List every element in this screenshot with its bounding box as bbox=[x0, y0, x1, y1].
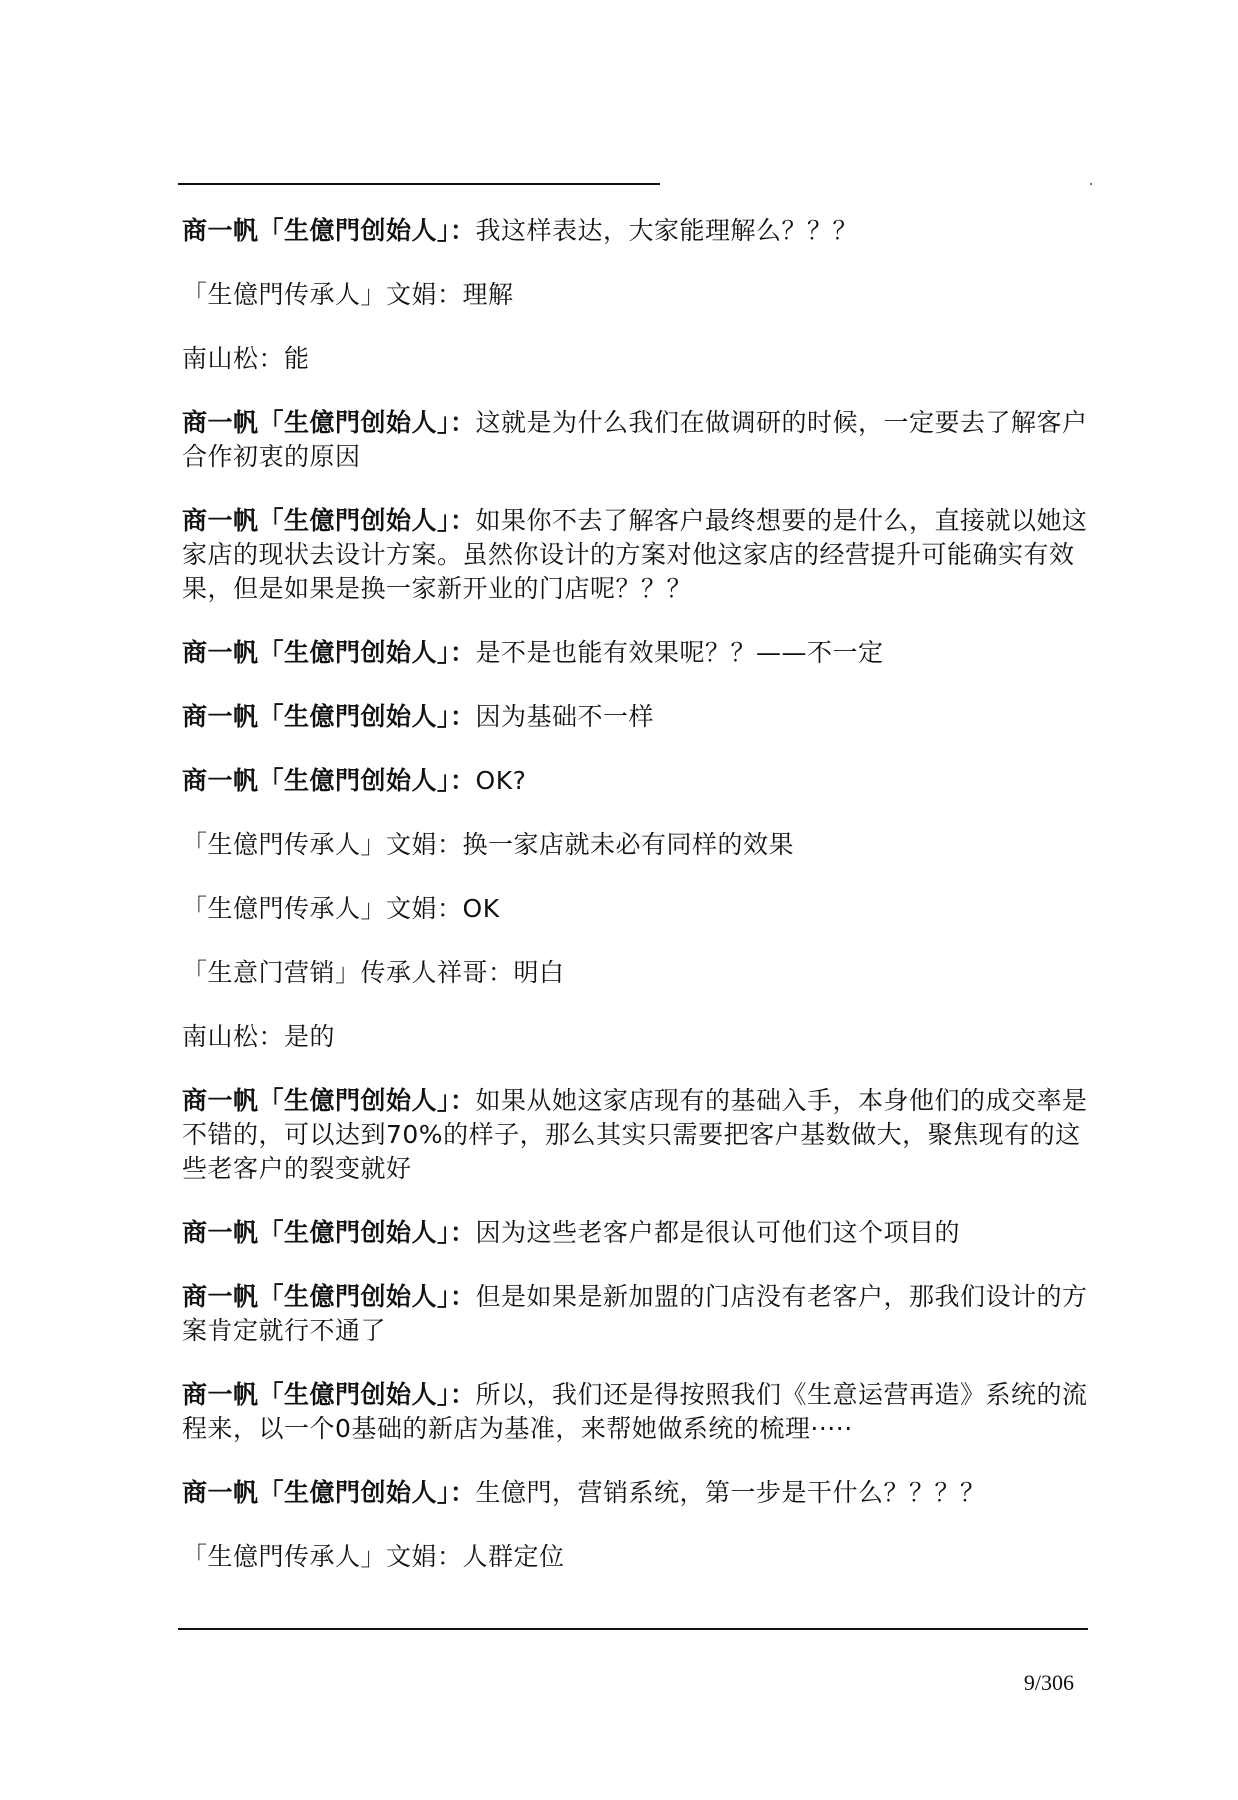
message-text: 是不是也能有效果呢？？——不一定 bbox=[475, 638, 884, 667]
message-text: 人群定位 bbox=[462, 1542, 565, 1571]
speaker-label: 商一帆「生億門创始人」： bbox=[182, 638, 476, 667]
message-text: 是的 bbox=[284, 1022, 336, 1051]
message-text: 能 bbox=[284, 344, 310, 373]
transcript-paragraph bbox=[182, 828, 1088, 862]
message-text: OK bbox=[462, 894, 500, 923]
speaker-label: 「生意门营销」传承人祥哥： bbox=[182, 958, 514, 987]
transcript-paragraph bbox=[182, 764, 1088, 798]
speaker-label: 商一帆「生億門创始人」： bbox=[182, 216, 476, 245]
message-text: 如果你不去了解客户最终想要的是什么，直接就以她这家店的现状去设计方案。虽然你设计的方案对他这家店的经营提升可能确实有效果，但是如果是换一家新开业的门店呢？？？ bbox=[182, 506, 1088, 603]
message-text: 所以，我们还是得按照我们《生意运营再造》系统的流程来，以一个0基础的新店为基准，来帮她做系统的梳理····· bbox=[182, 1380, 1088, 1443]
message-text: OK? bbox=[475, 766, 527, 795]
transcript-paragraph bbox=[182, 504, 1088, 606]
message-text: 如果从她这家店现有的基础入手，本身他们的成交率是不错的，可以达到70%的样子，那么其实只需要把客户基数做大，聚焦现有的这些老客户的裂变就好 bbox=[182, 1086, 1088, 1183]
transcript-paragraph bbox=[182, 1020, 1088, 1054]
speaker-label: 商一帆「生億門创始人」： bbox=[182, 506, 476, 535]
speaker-label: 商一帆「生億門创始人」： bbox=[182, 408, 476, 437]
message-text: 因为基础不一样 bbox=[475, 702, 655, 731]
speaker-label: 商一帆「生億門创始人」： bbox=[182, 702, 476, 731]
message-text: 因为这些老客户都是很认可他们这个项目的 bbox=[475, 1218, 961, 1247]
transcript-paragraph bbox=[182, 214, 1088, 248]
message-text: 这就是为什么我们在做调研的时候，一定要去了解客户合作初衷的原因 bbox=[182, 408, 1088, 471]
page-number: 9/306 bbox=[1023, 1670, 1074, 1695]
message-text: 换一家店就未必有同样的效果 bbox=[462, 830, 795, 859]
transcript-paragraph bbox=[182, 636, 1088, 670]
footer-rule bbox=[178, 1628, 1088, 1630]
transcript-body bbox=[182, 214, 1088, 1604]
speaker-label: 南山松： bbox=[182, 1022, 285, 1051]
transcript-paragraph bbox=[182, 1216, 1088, 1250]
transcript-paragraph bbox=[182, 278, 1088, 312]
transcript-paragraph bbox=[182, 1540, 1088, 1574]
transcript-paragraph bbox=[182, 1476, 1088, 1510]
transcript-paragraph bbox=[182, 892, 1088, 926]
speaker-label: 商一帆「生億門创始人」： bbox=[182, 1380, 476, 1409]
speaker-label: 南山松： bbox=[182, 344, 285, 373]
message-text: 明白 bbox=[513, 958, 565, 987]
speaker-label: 商一帆「生億門创始人」： bbox=[182, 1282, 476, 1311]
transcript-paragraph bbox=[182, 1378, 1088, 1446]
speaker-label: 「生億門传承人」文娟： bbox=[182, 894, 463, 923]
message-text: 理解 bbox=[462, 280, 514, 309]
speaker-label: 商一帆「生億門创始人」： bbox=[182, 1478, 476, 1507]
message-text: 但是如果是新加盟的门店没有老客户，那我们设计的方案肯定就行不通了 bbox=[182, 1282, 1088, 1345]
speaker-label: 「生億門传承人」文娟： bbox=[182, 280, 463, 309]
message-text: 生億門，营销系统，第一步是干什么？？？？ bbox=[475, 1478, 986, 1507]
header-rule bbox=[178, 183, 660, 185]
transcript-paragraph bbox=[182, 956, 1088, 990]
message-text: 我这样表达，大家能理解么？？？ bbox=[475, 216, 859, 245]
speaker-label: 商一帆「生億門创始人」： bbox=[182, 766, 476, 795]
speaker-label: 「生億門传承人」文娟： bbox=[182, 1542, 463, 1571]
transcript-paragraph bbox=[182, 700, 1088, 734]
speaker-label: 商一帆「生億門创始人」： bbox=[182, 1218, 476, 1247]
transcript-paragraph bbox=[182, 1280, 1088, 1348]
transcript-paragraph bbox=[182, 342, 1088, 376]
transcript-paragraph bbox=[182, 1084, 1088, 1186]
transcript-paragraph bbox=[182, 406, 1088, 474]
speaker-label: 商一帆「生億門创始人」： bbox=[182, 1086, 476, 1115]
speaker-label: 「生億門传承人」文娟： bbox=[182, 830, 463, 859]
scan-speck bbox=[1090, 183, 1092, 185]
